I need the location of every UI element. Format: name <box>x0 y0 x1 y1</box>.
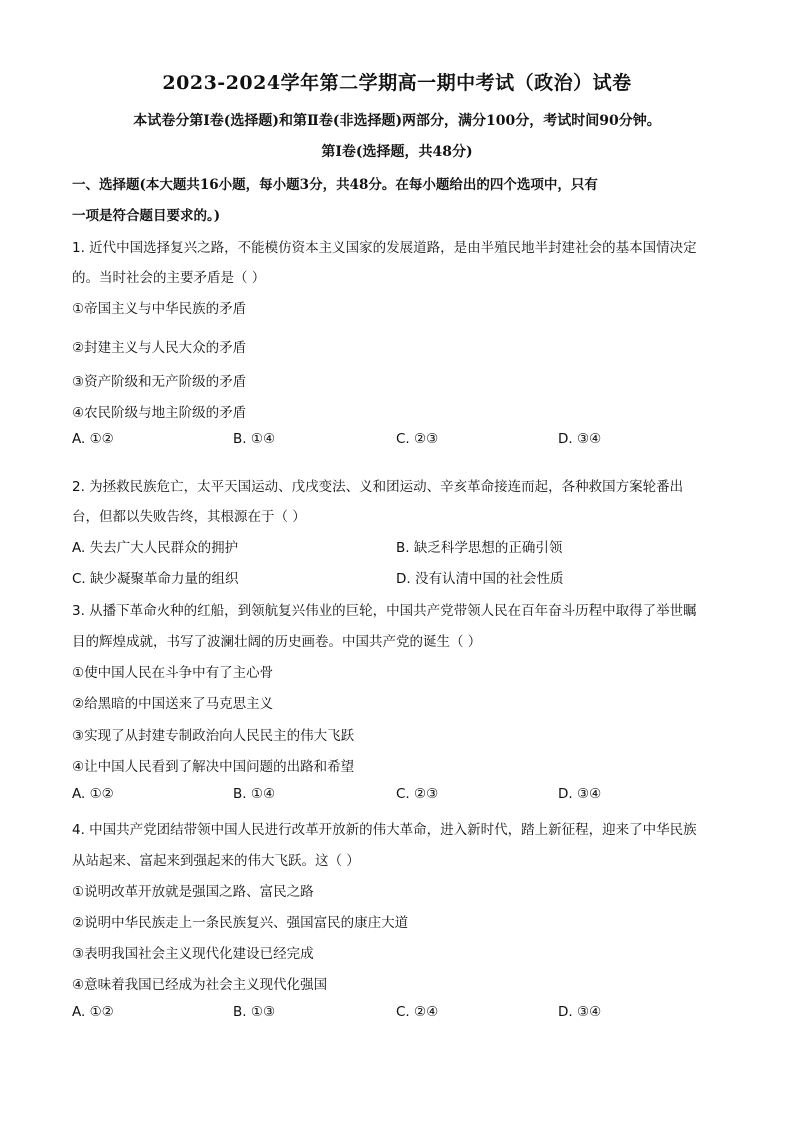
section1-instructions-line1: 一、选择题(本大题共16小题，每小题3分，共48分。在每小题给出的四个选项中，只有 <box>72 177 598 193</box>
part1-heading: 第Ⅰ卷(选择题，共48分) <box>321 144 473 160</box>
q2-stem-line1: 2. 为拯救民族危亡，太平天国运动、戊戌变法、义和团运动、辛亥革命接连而起，各种救国方案轮番出 <box>72 479 684 495</box>
q4-item-4: ④意味着我国已经成为社会主义现代化强国 <box>72 977 328 993</box>
q3-option-a: A. ①② <box>72 786 114 802</box>
q1-option-a: A. ①② <box>72 431 114 447</box>
q4-stem-line2: 从站起来、富起来到强起来的伟大飞跃。这（ ） <box>72 853 360 869</box>
section1-instructions-line2: 一项是符合题目要求的。) <box>72 208 221 224</box>
q4-option-b: B. ①③ <box>233 1004 276 1020</box>
q1-option-c: C. ②③ <box>396 431 439 447</box>
q3-stem-line1: 3. 从播下革命火种的红船，到领航复兴伟业的巨轮，中国共产党带领人民在百年奋斗历程中取得了举世瞩 <box>72 603 697 619</box>
q1-item-4: ④农民阶级与地主阶级的矛盾 <box>72 405 247 421</box>
q2-option-b: B. 缺乏科学思想的正确引领 <box>396 540 563 556</box>
q1-option-b: B. ①④ <box>233 431 276 447</box>
q1-item-3: ③资产阶级和无产阶级的矛盾 <box>72 374 247 390</box>
q4-item-2: ②说明中华民族走上一条民族复兴、强国富民的康庄大道 <box>72 915 409 931</box>
q3-option-c: C. ②③ <box>396 786 439 802</box>
q3-stem-line2: 目的辉煌成就，书写了波澜壮阔的历史画卷。中国共产党的诞生（ ） <box>72 634 482 650</box>
q1-item-1: ①帝国主义与中华民族的矛盾 <box>72 301 247 317</box>
q1-item-2: ②封建主义与人民大众的矛盾 <box>72 340 247 356</box>
q2-option-c: C. 缺少凝聚革命力量的组织 <box>72 571 239 587</box>
q1-option-d: D. ③④ <box>558 431 602 447</box>
q3-item-3: ③实现了从封建专制政治向人民民主的伟大飞跃 <box>72 728 355 744</box>
q1-stem-line2: 的。当时社会的主要矛盾是（ ） <box>72 270 266 286</box>
q4-item-1: ①说明改革开放就是强国之路、富民之路 <box>72 884 314 900</box>
q1-stem-line1: 1. 近代中国选择复兴之路，不能模仿资本主义国家的发展道路，是由半殖民地半封建社会的基本国情决定 <box>72 240 697 256</box>
q3-item-4: ④让中国人民看到了解决中国问题的出路和希望 <box>72 759 355 775</box>
q4-item-3: ③表明我国社会主义现代化建设已经完成 <box>72 946 314 962</box>
q4-stem-line1: 4. 中国共产党团结带领中国人民进行改革开放新的伟大革命，进入新时代，踏上新征程，迎来了中华民族 <box>72 822 697 838</box>
q3-item-1: ①使中国人民在斗争中有了主心骨 <box>72 665 274 681</box>
q4-option-c: C. ②④ <box>396 1004 439 1020</box>
q4-option-a: A. ①② <box>72 1004 114 1020</box>
q3-option-d: D. ③④ <box>558 786 602 802</box>
q4-option-d: D. ③④ <box>558 1004 602 1020</box>
q2-option-a: A. 失去广大人民群众的拥护 <box>72 540 239 556</box>
exam-intro: 本试卷分第Ⅰ卷(选择题)和第Ⅱ卷(非选择题)两部分，满分100分，考试时间90分钟。 <box>133 113 661 129</box>
q3-item-2: ②给黑暗的中国送来了马克思主义 <box>72 696 274 712</box>
q3-option-b: B. ①④ <box>233 786 276 802</box>
q2-stem-line2: 台，但都以失败告终，其根源在于（ ） <box>72 509 306 525</box>
page-title: 2023-2024学年第二学期高一期中考试（政治）试卷 <box>162 72 632 94</box>
q2-option-d: D. 没有认清中国的社会性质 <box>396 571 564 587</box>
